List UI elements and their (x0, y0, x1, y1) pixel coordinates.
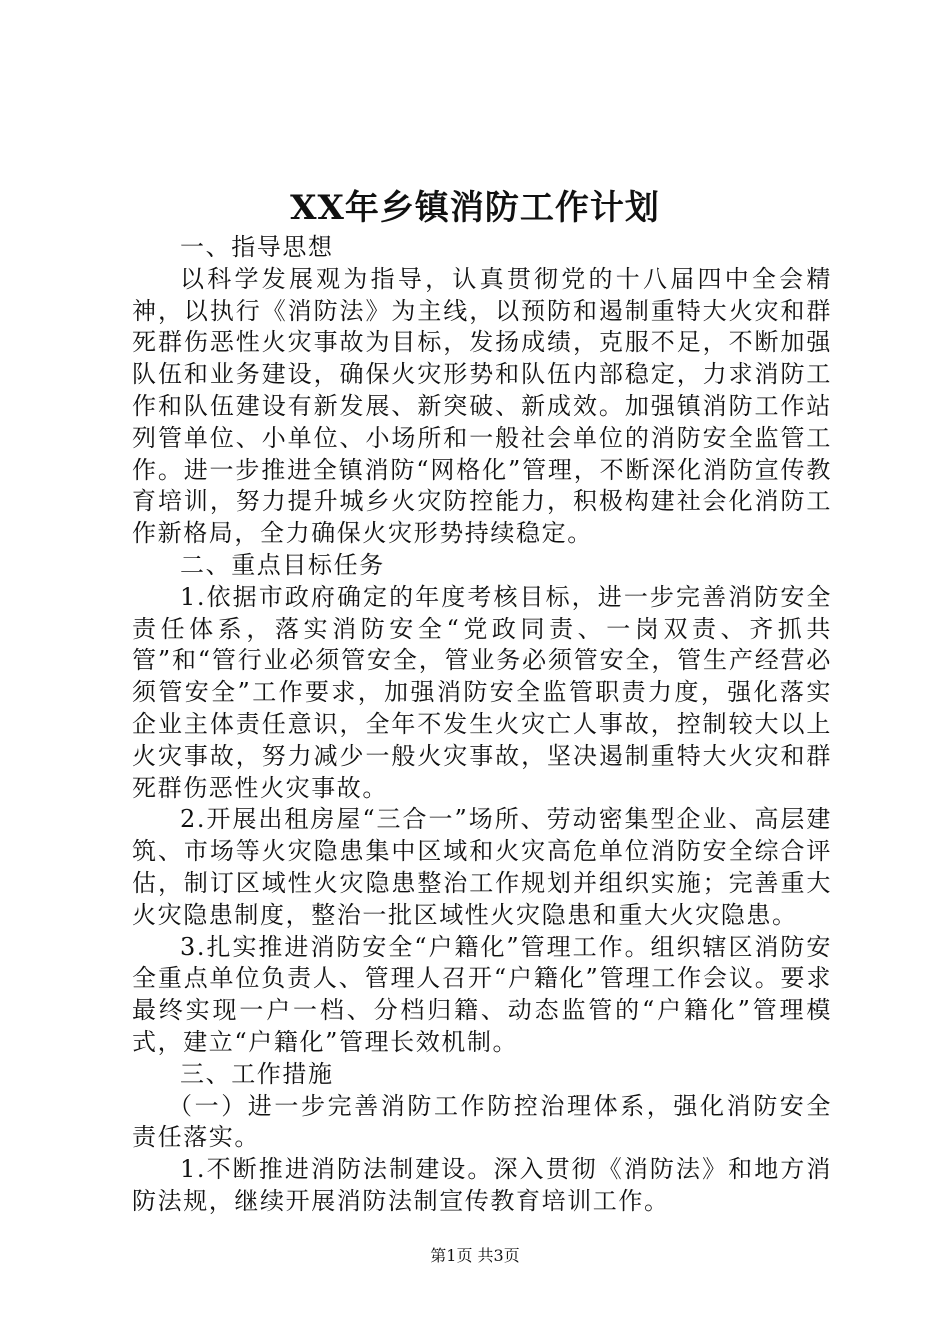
paragraph-guiding-ideology: 以科学发展观为指导，认真贯彻党的十八届四中全会精神，以执行《消防法》为主线，以预防和遏制重特大火灾和群死群伤恶性火灾事故为目标，发扬成绩，克服不足，不断加强队伍和业务建设，确保火灾形势和队伍内部稳定，力求消防工作和队伍建设有新发展、新突破、新成效。加强镇消防工作站列管单位、小单位、小场所和一般社会单位的消防安全监管工作。进一步推进全镇消防“网格化”管理，不断深化消防宣传教育培训，努力提升城乡火灾防控能力，积极构建社会化消防工作新格局，全力确保火灾形势持续稳定。 (132, 264, 832, 548)
section-heading-2: 二、重点目标任务 (180, 550, 385, 579)
page-footer: 第1页 共3页 (430, 1246, 520, 1265)
paragraph-task-3: 3.扎实推进消防安全“户籍化”管理工作。组织辖区消防安全重点单位负责人、管理人召开“户籍化”管理工作会议。要求最终实现一户一档、分档归籍、动态监管的“户籍化”管理模式，建立“户籍化”管理长效机制。 (132, 932, 832, 1056)
document-title: XX年乡镇消防工作计划 (290, 188, 660, 228)
paragraph-task-1: 1.依据市政府确定的年度考核目标，进一步完善消防安全责任体系，落实消防安全“党政同责、一岗双责、齐抓共管”和“管行业必须管安全，管业务必须管安全，管生产经营必须管安全”工作要求，加强消防安全监管职责力度，强化落实企业主体责任意识，全年不发生火灾亡人事故，控制较大以上火灾事故，努力减少一般火灾事故，坚决遏制重特大火灾和群死群伤恶性火灾事故。 (132, 582, 832, 802)
paragraph-task-2: 2.开展出租房屋“三合一”场所、劳动密集型企业、高层建筑、市场等火灾隐患集中区域和火灾高危单位消防安全综合评估，制订区域性火灾隐患整治工作规划并组织实施；完善重大火灾隐患制度，整治一批区域性火灾隐患和重大火灾隐患。 (132, 805, 832, 929)
paragraph-measure-1: 1.不断推进消防法制建设。深入贯彻《消防法》和地方消防法规，继续开展消防法制宣传教育培训工作。 (132, 1155, 832, 1215)
document-body (132, 232, 832, 1218)
subsection-heading-1: （一）进一步完善消防工作防控治理体系，强化消防安全责任落实。 (132, 1091, 832, 1152)
section-heading-3: 三、工作措施 (180, 1059, 334, 1088)
section-heading-1: 一、指导思想 (180, 233, 334, 261)
